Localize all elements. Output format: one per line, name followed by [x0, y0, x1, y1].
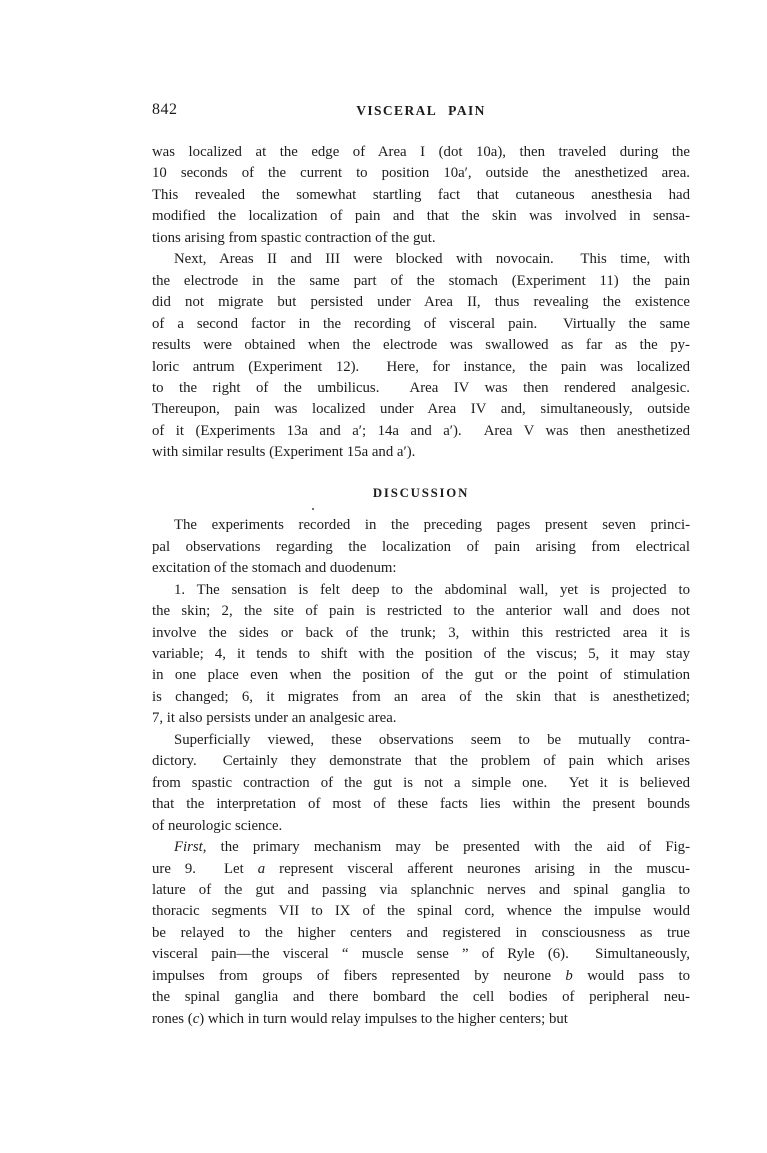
text-line: lature of the gut and passing via splanchnic nerves and spinal ganglia to — [152, 881, 690, 898]
text-line: thoracic segments VII to IX of the spinal cord, whence the impulse would — [152, 903, 690, 920]
text-line: impulses from groups of fibers represented by neurone b would pass to — [152, 967, 690, 984]
text-line: of it (Experiments 13a and a′; 14a and a′). Area V was then anesthetized — [152, 422, 690, 439]
paragraph — [152, 837, 690, 1030]
text-line: from spastic contraction of the gut is not a simple one. Yet it is believed — [152, 774, 690, 791]
section-heading: DISCUSSION — [372, 485, 470, 500]
paragraph — [152, 142, 690, 249]
paragraph — [152, 580, 690, 730]
text-line: in one place even when the position of the gut or the point of stimulation — [152, 667, 690, 684]
text-line: was localized at the edge of Area I (dot 10a), then traveled during the — [152, 144, 690, 160]
text-line: excitation of the stomach and duodenum: — [152, 560, 397, 577]
text-line: rones (c) which in turn would relay impulses to the higher centers; but — [152, 1010, 568, 1027]
text-line: the spinal ganglia and there bombard the cell bodies of peripheral neu- — [152, 989, 690, 1006]
text-line: pal observations regarding the localization of pain arising from electrical — [152, 538, 690, 555]
text-line: tions arising from spastic contraction of the gut. — [152, 229, 436, 246]
text-line: involve the sides or back of the trunk; 3, within this restricted area it is — [152, 624, 690, 641]
text-line: is changed; 6, it migrates from an area of the skin that is anesthetized; — [152, 688, 690, 705]
text-line: 10 seconds of the current to position 10a′, outside the anesthetized area. — [152, 165, 690, 182]
text-line: First, the primary mechanism may be presented with the aid of Fig- — [174, 839, 690, 856]
paragraph — [152, 515, 690, 579]
text-line: This revealed the somewhat startling fact that cutaneous anesthesia had — [152, 186, 690, 203]
text-line: of neurologic science. — [152, 817, 283, 834]
text-line: the skin; 2, the site of pain is restricted to the anterior wall and does not — [152, 603, 690, 620]
text-line: of a second factor in the recording of visceral pain. Virtually the same — [152, 315, 690, 332]
text-line: Next, Areas II and III were blocked with novocain. This time, with — [174, 251, 690, 268]
text-line: variable; 4, it tends to shift with the position of the viscus; 5, it may stay — [152, 645, 690, 662]
text-line: modified the localization of pain and that the skin was involved in sensa- — [152, 208, 690, 225]
text-line: dictory. Certainly they demonstrate that the problem of pain which arises — [152, 753, 690, 770]
text-body — [152, 142, 690, 1030]
text-line: did not migrate but persisted under Area II, thus revealing the existence — [152, 294, 690, 311]
text-line: 7, it also persists under an analgesic area. — [152, 710, 397, 727]
paragraph — [152, 249, 690, 464]
text-line: loric antrum (Experiment 12). Here, for instance, the pain was localized — [152, 358, 690, 375]
text-line: the electrode in the same part of the stomach (Experiment 11) the pain — [152, 272, 690, 289]
text-line: visceral pain—the visceral “ muscle sense ” of Ryle (6). Simultaneously, — [152, 946, 690, 963]
text-line: be relayed to the higher centers and registered in consciousness as true — [152, 924, 690, 941]
text-line: The experiments recorded in the preceding pages present seven princi- — [174, 517, 690, 534]
text-line: results were obtained when the electrode was swallowed as far as the py- — [152, 337, 690, 354]
page-number: 842 — [152, 101, 178, 118]
text-line: Superficially viewed, these observations seem to be mutually contra- — [174, 731, 690, 748]
running-title: VISCERAL PAIN — [356, 103, 486, 118]
text-line: with similar results (Experiment 15a and a′). — [152, 444, 416, 461]
text-line: ure 9. Let a represent visceral afferent neurones arising in the muscu- — [152, 860, 690, 877]
text-line: Thereupon, pain was localized under Area IV and, simultaneously, outside — [152, 401, 690, 418]
text-line: that the interpretation of most of these facts lies within the present bounds — [152, 796, 690, 813]
text-line: 1. The sensation is felt deep to the abdominal wall, yet is projected to — [174, 581, 690, 598]
paragraph — [152, 730, 690, 837]
running-header — [152, 101, 690, 119]
text-line: to the right of the umbilicus. Area IV was then rendered analgesic. — [152, 379, 690, 396]
